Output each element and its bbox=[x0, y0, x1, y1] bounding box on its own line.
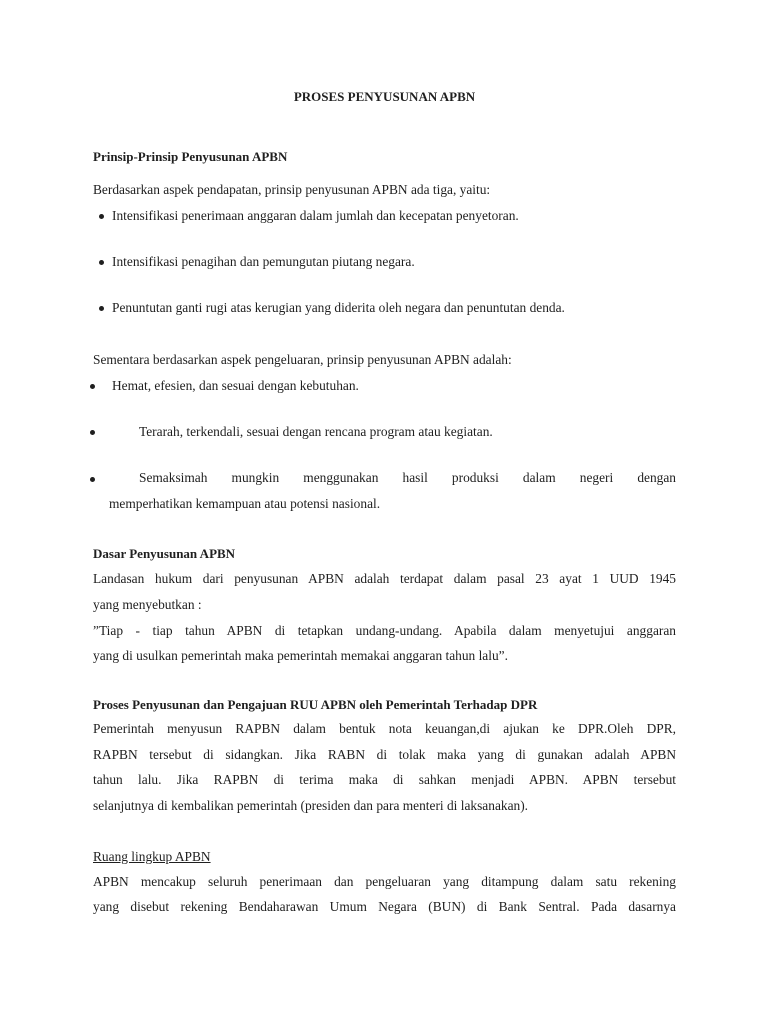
expense-item-2: Terarah, terkendali, sesuai dengan rencana program atau kegiatan. bbox=[139, 424, 493, 439]
section-heading-scope: Ruang lingkup APBN bbox=[93, 849, 211, 864]
process-line-4: selanjutnya di kembalikan pemerintah (presiden dan para menteri di laksanakan). bbox=[93, 798, 529, 813]
basis-line-1: Landasan hukum dari penyusunan APBN adalah terdapat dalam pasal 23 ayat 1 UUD 1945 bbox=[93, 571, 676, 586]
basis-line-2: yang menyebutkan : bbox=[93, 597, 202, 612]
bullet-icon bbox=[90, 430, 95, 435]
section-heading-process: Proses Penyusunan dan Pengajuan RUU APBN oleh Pemerintah Terhadap DPR bbox=[93, 697, 538, 712]
section-heading-basis: Dasar Penyusunan APBN bbox=[93, 546, 236, 561]
process-line-3: tahun lalu. Jika RAPBN di terima maka di sahkan menjadi APBN. APBN tersebut bbox=[93, 772, 676, 787]
process-line-2: RAPBN tersebut di sidangkan. Jika RABN di tolak maka yang di gunakan adalah APBN bbox=[93, 747, 676, 762]
scope-line-1: APBN mencakup seluruh penerimaan dan pengeluaran yang ditampung dalam satu rekening bbox=[93, 874, 676, 889]
scope-line-2: yang disebut rekening Bendaharawan Umum Negara (BUN) di Bank Sentral. Pada dasarnya bbox=[93, 899, 676, 914]
basis-line-4: yang di usulkan pemerintah maka pemerintah memakai anggaran tahun lalu”. bbox=[93, 648, 508, 663]
basis-line-3: ”Tiap - tiap tahun APBN di tetapkan undang-undang. Apabila dalam menyetujui anggaran bbox=[93, 623, 676, 638]
expense-item-3-line-2: memperhatikan kemampuan atau potensi nasional. bbox=[109, 496, 381, 511]
expense-item-1: Hemat, efesien, dan sesuai dengan kebutuhan. bbox=[112, 378, 359, 393]
income-item-1: Intensifikasi penerimaan anggaran dalam jumlah dan kecepatan penyetoran. bbox=[112, 208, 519, 223]
income-item-3: Penuntutan ganti rugi atas kerugian yang diderita oleh negara dan penuntutan denda. bbox=[112, 300, 565, 315]
bullet-icon bbox=[99, 260, 104, 265]
bullet-icon bbox=[99, 306, 104, 311]
bullet-icon bbox=[90, 477, 95, 482]
bullet-icon bbox=[90, 384, 95, 389]
bullet-icon bbox=[99, 214, 104, 219]
income-item-2: Intensifikasi penagihan dan pemungutan piutang negara. bbox=[112, 254, 415, 269]
expense-intro-text: Sementara berdasarkan aspek pengeluaran, prinsip penyusunan APBN adalah: bbox=[93, 352, 512, 367]
process-line-1: Pemerintah menyusun RAPBN dalam bentuk nota keuangan,di ajukan ke DPR.Oleh DPR, bbox=[93, 721, 676, 736]
section-heading-principles: Prinsip-Prinsip Penyusunan APBN bbox=[93, 149, 288, 164]
income-intro-text: Berdasarkan aspek pendapatan, prinsip penyusunan APBN ada tiga, yaitu: bbox=[93, 182, 491, 197]
document-title: PROSES PENYUSUNAN APBN bbox=[293, 89, 476, 104]
expense-item-3-line-1: Semaksimah mungkin menggunakan hasil produksi dalam negeri dengan bbox=[139, 470, 676, 485]
